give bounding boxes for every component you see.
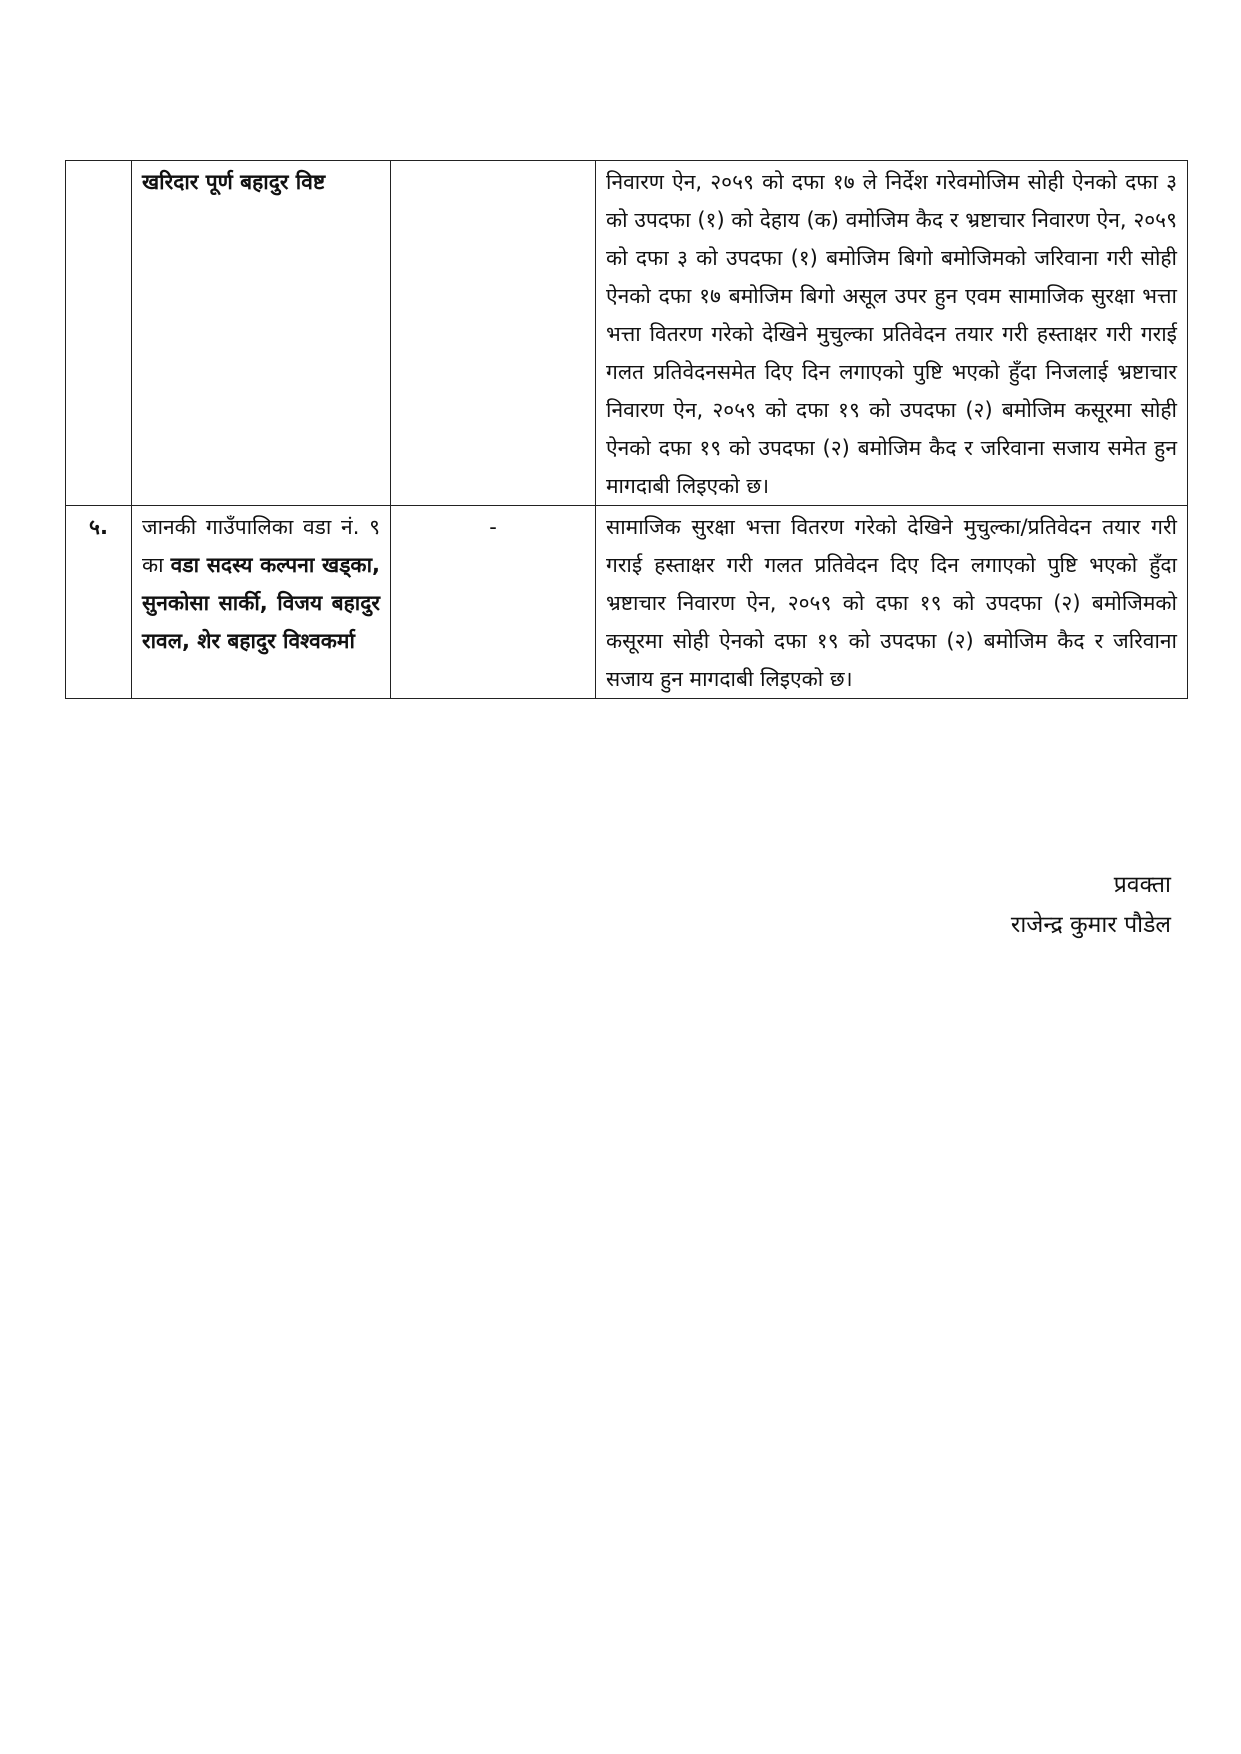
signature-title: प्रवक्ता [1113,872,1171,898]
description-cell: सामाजिक सुरक्षा भत्ता वितरण गरेको देखिने मुचुल्का/प्रतिवेदन तयार गरी गराई हस्ताक्षर गरी गलत प्रतिवेदन दिए दिन लगाएको पुष्टि भएको हुँदा भ्रष्टाचार निवारण ऐन, २०५९ को दफा १९ को उपदफा (२) बमोजिमको कसूरमा सोही ऐनको दफा १९ को उपदफा (२) बमोजिम कैद र जरिवाना सजाय हुन मागदाबी लिइएको छ। [596,506,1188,699]
table-row [66,506,1188,699]
description-cell: निवारण ऐन, २०५९ को दफा १७ ले निर्देश गरेवमोजिम सोही ऐनको दफा ३ को उपदफा (१) को देहाय (क) वमोजिम कैद र भ्रष्टाचार निवारण ऐन, २०५९ को दफा ३ को उपदफा (१) बमोजिम बिगो बमोजिमको जरिवाना गरी सोही ऐनको दफा १७ बमोजिम बिगो असूल उपर हुन एवम सामाजिक सुरक्षा भत्ता भत्ता वितरण गरेको देखिने मुचुल्का प्रतिवेदन तयार गरी हस्ताक्षर गरी गराई गलत प्रतिवेदनसमेत दिए दिन लगाएको पुष्टि भएको हुँदा निजलाई भ्रष्टाचार निवारण ऐन, २०५९ को दफा १९ को उपदफा (२) बमोजिम कसूरमा सोही ऐनको दफा १९ को उपदफा (२) बमोजिम कैद र जरिवाना सजाय समेत हुन मागदाबी लिइएको छ। [596,161,1188,506]
accused-names: वडा सदस्य कल्पना खड्का, सुनकोसा सार्की, विजय बहादुर रावल, शेर बहादुर विश्वकर्मा [142,553,380,653]
accused-cell [132,506,391,699]
amount-cell: - [391,506,596,699]
signature-block [1011,865,1171,945]
accused-cell [132,161,391,506]
case-table [65,160,1188,699]
amount-cell [391,161,596,506]
table-row [66,161,1188,506]
accused-names: खरिदार पूर्ण बहादुर विष्ट [142,170,326,194]
signature-name: राजेन्द्र कुमार पौडेल [1010,912,1171,938]
serial-number-cell: ५. [66,506,132,699]
accused-prefix: जानकी गाउँपालिका वडा नं. ९ का [142,515,380,577]
serial-number-cell [66,161,132,506]
